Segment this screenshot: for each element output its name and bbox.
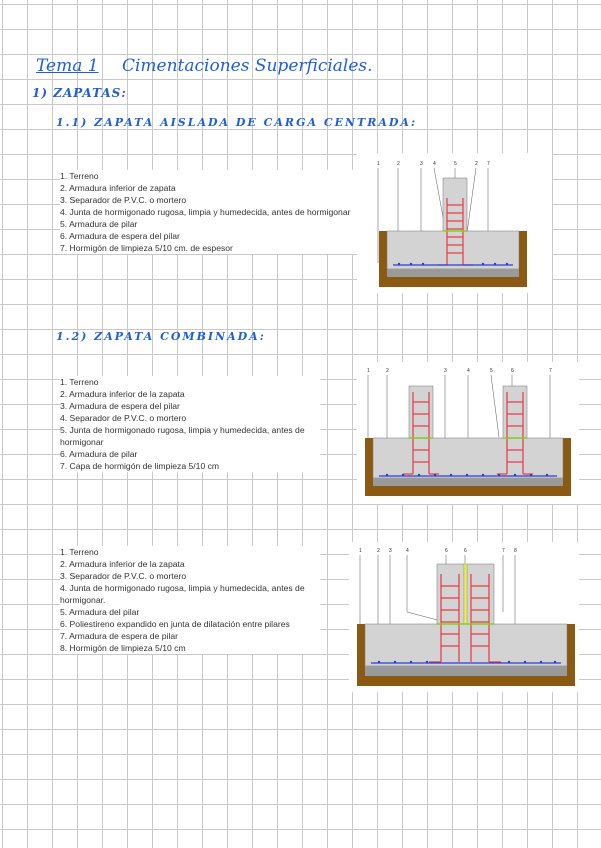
figure-label: 1 [359, 548, 362, 554]
figure-label: 2 [377, 548, 380, 554]
figure-label: 7 [549, 368, 552, 374]
figure-label: 3 [420, 161, 423, 167]
figure-label: 5 [454, 161, 457, 167]
figure-label: 5 [490, 368, 493, 374]
figure-zapata-junta-dilatacion [349, 542, 579, 692]
figure-label: 1 [367, 368, 370, 374]
list-item: 5. Armadura del pilar [60, 607, 140, 617]
figure-label: 1 [377, 161, 380, 167]
legend-list-junta-dilatacion [60, 546, 320, 654]
lean-concrete [365, 666, 567, 676]
list-item: 6. Armadura de pilar [60, 449, 138, 459]
figure-label: 6 [464, 548, 467, 554]
list-item: 5. Armadura de pilar [60, 219, 138, 229]
figure-label: 7 [487, 161, 490, 167]
figure-label: 2 [386, 368, 389, 374]
heading-zapatas: 1) ZAPATAS: [32, 86, 127, 100]
list-item: 3. Armadura de espera del pilar [60, 401, 180, 411]
list-item: 1. Terreno [60, 377, 99, 387]
figure-label: 3 [444, 368, 447, 374]
list-item: 3. Separador de P.V.C. o mortero [60, 571, 187, 581]
list-item: 7. Armadura de espera de pilar [60, 631, 178, 641]
list-item: 7. Capa de hormigón de limpieza 5/10 cm [60, 461, 220, 471]
title-subject: Cimentaciones Superficiales. [121, 56, 373, 76]
figure-label: 4 [467, 368, 470, 374]
footing-concrete [365, 624, 567, 666]
legend-list-combinada [60, 376, 320, 472]
list-item: 6. Poliestireno expandido en junta de dilatación entre pilares [60, 619, 290, 629]
list-item: 6. Armadura de espera del pilar [60, 231, 180, 241]
legend-list-aislada [60, 170, 360, 254]
figure-label: 4 [433, 161, 436, 167]
figure-label: 2 [397, 161, 400, 167]
figure-label: 6 [511, 368, 514, 374]
list-item: 1. Terreno [60, 547, 99, 557]
figure-label: 2 [475, 161, 478, 167]
polystyrene-joint [464, 564, 467, 624]
list-item: 2. Armadura inferior de zapata [60, 183, 176, 193]
figure-label: 6 [445, 548, 448, 554]
figure-label: 4 [406, 548, 409, 554]
list-item: 5. Junta de hormigonado rugosa, limpia y humedecida, antes de hormigonar [60, 425, 305, 447]
list-item: 2. Armadura inferior de la zapata [60, 389, 185, 399]
figure-label: 7 [502, 548, 505, 554]
page-title [36, 56, 373, 76]
figure-zapata-combinada [357, 362, 579, 504]
figure-zapata-aislada [357, 153, 552, 293]
list-item: 8. Hormigón de limpieza 5/10 cm [60, 643, 186, 653]
heading-zapata-aislada: 1.1) ZAPATA AISLADA DE CARGA CENTRADA: [56, 116, 418, 129]
lean-concrete [373, 478, 563, 486]
list-item: 4. Junta de hormigonado rugosa, limpia y humedecida, antes de hormigonar. [60, 583, 305, 605]
lean-concrete [387, 269, 519, 277]
list-item: 2. Armadura inferior de la zapata [60, 559, 185, 569]
list-item: 3. Separador de P.V.C. o mortero [60, 195, 187, 205]
footing-concrete [373, 438, 563, 478]
list-item: 7. Hormigón de limpieza 5/10 cm. de espesor [60, 243, 233, 253]
figure-label: 8 [514, 548, 517, 554]
list-item: 1. Terreno [60, 171, 99, 181]
figure-label: 3 [389, 548, 392, 554]
list-item: 4. Separador de P.V.C. o mortero [60, 413, 187, 423]
list-item: 4. Junta de hormigonado rugosa, limpia y humedecida, antes de hormigonar [60, 207, 351, 217]
heading-zapata-combinada: 1.2) ZAPATA COMBINADA: [56, 330, 266, 343]
title-tema: Tema 1 [36, 56, 99, 76]
